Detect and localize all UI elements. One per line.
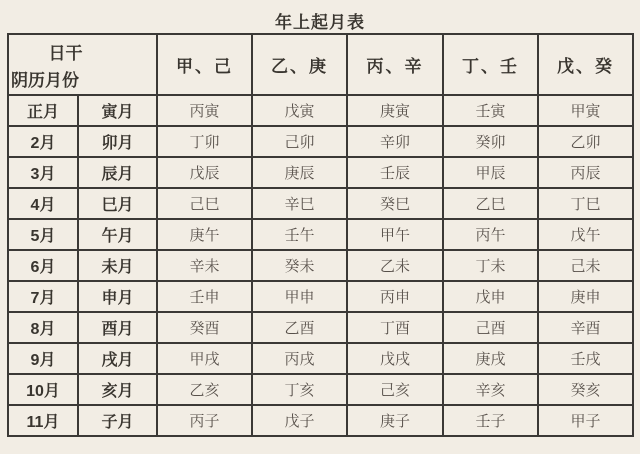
pillar-cell: 壬寅 [443, 95, 538, 126]
month-cell: 2月 [8, 126, 78, 157]
pillar-cell: 乙卯 [538, 126, 633, 157]
pillar-cell: 丙辰 [538, 157, 633, 188]
pillar-cell: 丙子 [157, 405, 252, 436]
header-row [8, 34, 633, 95]
pillar-cell: 庚戌 [443, 343, 538, 374]
table-row [8, 281, 633, 312]
stem-header-jia-ji: 甲、己 [157, 34, 252, 95]
table-row [8, 343, 633, 374]
corner-header-inner [11, 39, 154, 91]
pillar-cell: 壬申 [157, 281, 252, 312]
pillar-cell: 壬子 [443, 405, 538, 436]
corner-header-lunar-month-label: 阴历月份 [11, 71, 79, 90]
branch-month-cell: 卯月 [78, 126, 157, 157]
stem-header-ding-ren: 丁、壬 [443, 34, 538, 95]
pillar-cell: 己酉 [443, 312, 538, 343]
pillar-cell: 辛酉 [538, 312, 633, 343]
table-body [8, 95, 633, 436]
pillar-cell: 庚申 [538, 281, 633, 312]
branch-month-cell: 寅月 [78, 95, 157, 126]
pillar-cell: 丁未 [443, 250, 538, 281]
month-cell: 3月 [8, 157, 78, 188]
table-row [8, 126, 633, 157]
pillar-cell: 丙申 [347, 281, 443, 312]
branch-month-cell: 未月 [78, 250, 157, 281]
table-row [8, 374, 633, 405]
pillar-cell: 戊辰 [157, 157, 252, 188]
pillar-cell: 甲申 [252, 281, 347, 312]
pillar-cell: 甲寅 [538, 95, 633, 126]
branch-month-cell: 巳月 [78, 188, 157, 219]
branch-month-cell: 申月 [78, 281, 157, 312]
corner-header-day-stem-label: 日干 [48, 44, 83, 63]
pillar-cell: 癸巳 [347, 188, 443, 219]
pillar-cell: 癸酉 [157, 312, 252, 343]
branch-month-cell: 子月 [78, 405, 157, 436]
pillar-cell: 己亥 [347, 374, 443, 405]
branch-month-cell: 午月 [78, 219, 157, 250]
pillar-cell: 辛亥 [443, 374, 538, 405]
branch-month-cell: 亥月 [78, 374, 157, 405]
pillar-cell: 丁巳 [538, 188, 633, 219]
stem-header-wu-gui: 戊、癸 [538, 34, 633, 95]
month-cell: 6月 [8, 250, 78, 281]
pillar-cell: 庚子 [347, 405, 443, 436]
table-row [8, 188, 633, 219]
pillar-cell: 辛未 [157, 250, 252, 281]
pillar-cell: 壬午 [252, 219, 347, 250]
month-stem-table [7, 33, 634, 437]
pillar-cell: 辛卯 [347, 126, 443, 157]
pillar-cell: 甲子 [538, 405, 633, 436]
stem-header-yi-geng: 乙、庚 [252, 34, 347, 95]
month-cell: 5月 [8, 219, 78, 250]
pillar-cell: 乙酉 [252, 312, 347, 343]
pillar-cell: 己巳 [157, 188, 252, 219]
month-cell: 正月 [8, 95, 78, 126]
stem-header-bing-xin: 丙、辛 [347, 34, 443, 95]
pillar-cell: 乙亥 [157, 374, 252, 405]
pillar-cell: 戊申 [443, 281, 538, 312]
table-row [8, 405, 633, 436]
pillar-cell: 丙午 [443, 219, 538, 250]
pillar-cell: 庚午 [157, 219, 252, 250]
pillar-cell: 甲午 [347, 219, 443, 250]
pillar-cell: 戊戌 [347, 343, 443, 374]
pillar-cell: 丙寅 [157, 95, 252, 126]
pillar-cell: 壬戌 [538, 343, 633, 374]
pillar-cell: 乙巳 [443, 188, 538, 219]
corner-header-cell [8, 34, 157, 95]
table-row [8, 312, 633, 343]
month-cell: 4月 [8, 188, 78, 219]
month-cell: 10月 [8, 374, 78, 405]
branch-month-cell: 辰月 [78, 157, 157, 188]
pillar-cell: 丁酉 [347, 312, 443, 343]
pillar-cell: 乙未 [347, 250, 443, 281]
pillar-cell: 己未 [538, 250, 633, 281]
branch-month-cell: 戌月 [78, 343, 157, 374]
page-title: 年上起月表 [275, 13, 365, 32]
pillar-cell: 甲辰 [443, 157, 538, 188]
pillar-cell: 丁亥 [252, 374, 347, 405]
table-row [8, 250, 633, 281]
branch-month-cell: 酉月 [78, 312, 157, 343]
pillar-cell: 辛巳 [252, 188, 347, 219]
pillar-cell: 丁卯 [157, 126, 252, 157]
pillar-cell: 甲戌 [157, 343, 252, 374]
month-cell: 9月 [8, 343, 78, 374]
pillar-cell: 戊寅 [252, 95, 347, 126]
pillar-cell: 丙戌 [252, 343, 347, 374]
pillar-cell: 戊子 [252, 405, 347, 436]
pillar-cell: 戊午 [538, 219, 633, 250]
table-row [8, 157, 633, 188]
month-cell: 7月 [8, 281, 78, 312]
pillar-cell: 癸亥 [538, 374, 633, 405]
pillar-cell: 己卯 [252, 126, 347, 157]
table-row [8, 95, 633, 126]
pillar-cell: 庚寅 [347, 95, 443, 126]
month-cell: 8月 [8, 312, 78, 343]
pillar-cell: 壬辰 [347, 157, 443, 188]
pillar-cell: 癸未 [252, 250, 347, 281]
pillar-cell: 庚辰 [252, 157, 347, 188]
table-row [8, 219, 633, 250]
month-cell: 11月 [8, 405, 78, 436]
pillar-cell: 癸卯 [443, 126, 538, 157]
